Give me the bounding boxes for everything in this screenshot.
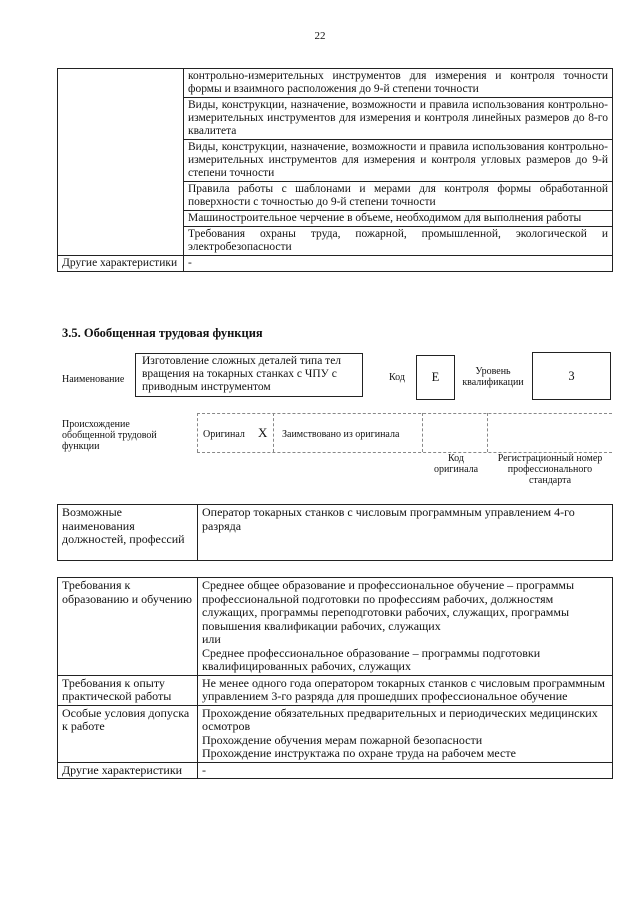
row-label: [58, 182, 184, 211]
row-label: Требования к опыту практической работы: [58, 675, 198, 705]
row-label: Особые условия допуска к работе: [58, 705, 198, 762]
table-row: [58, 69, 613, 98]
table-row: [58, 227, 613, 256]
origin-top-line: [197, 413, 612, 414]
origin-divider: [487, 413, 488, 452]
page-number: 22: [314, 30, 326, 42]
table-row: [58, 505, 613, 561]
row-label: [58, 98, 184, 140]
reg-number-caption: Регистрационный номер профессионального стандарта: [497, 453, 603, 486]
origin-label: Происхождение обобщенной трудовой функции: [62, 419, 157, 452]
requirements-table-continued: [57, 68, 613, 272]
row-value: Виды, конструкции, назначение, возможности и правила использования контрольно-измерительных инструментов для измерения и контроля угловых размеров до 9-й степени точности: [184, 140, 613, 182]
function-name-box: Изготовление сложных деталей типа тел вращения на токарных станках с ЧПУ с приводным инструментом: [135, 353, 363, 397]
table-row: [58, 762, 613, 779]
row-value: -: [184, 256, 613, 272]
original-label: Оригинал: [203, 429, 245, 440]
origin-divider: [422, 413, 423, 452]
row-label: [58, 140, 184, 182]
row-label: Требования к образованию и обучению: [58, 578, 198, 676]
row-value: Требования охраны труда, пожарной, промышленной, экологической и электробезопасности: [184, 227, 613, 256]
requirements-table: [57, 577, 613, 779]
table-row: [58, 705, 613, 762]
row-label: Другие характеристики: [58, 762, 198, 779]
row-label: [58, 227, 184, 256]
level-box: 3: [532, 352, 611, 400]
row-value: Правила работы с шаблонами и мерами для контроля формы обработанной поверхности с точностью до 9-й степени точности: [184, 182, 613, 211]
code-original-caption: Код оригинала: [433, 453, 479, 475]
function-code-box: E: [416, 355, 455, 400]
row-label: Возможные наименования должностей, профессий: [58, 505, 198, 561]
row-value: Прохождение обязательных предварительных и периодических медицинских осмотров Прохождение обучения мерам пожарной безопасности Прохождение инструктажа по охране труда на рабочем месте: [198, 705, 613, 762]
job-titles-table: [57, 504, 613, 561]
row-label: Другие характеристики: [58, 256, 184, 272]
row-value: -: [198, 762, 613, 779]
origin-divider: [197, 413, 198, 452]
table-row: [58, 98, 613, 140]
table-row: [58, 140, 613, 182]
row-value: Не менее одного года оператором токарных станков с числовым программным управлением 3-го разряда для прошедших профессиональное обучение: [198, 675, 613, 705]
level-label: Уровень квалификации: [462, 366, 524, 388]
table-row: [58, 578, 613, 676]
row-value: контрольно-измерительных инструментов для измерения и контроля точности формы и взаимного расположения до 9-й степени точности: [184, 69, 613, 98]
row-label: [58, 211, 184, 227]
row-value: Виды, конструкции, назначение, возможности и правила использования контрольно-измерительных инструментов для измерения и контроля линейных размеров до 8-го квалитета: [184, 98, 613, 140]
row-value: Оператор токарных станков с числовым программным управлением 4-го разряда: [198, 505, 613, 561]
table-row: [58, 256, 613, 272]
table-row: [58, 182, 613, 211]
original-checkmark: X: [258, 425, 268, 440]
name-label: Наименование: [62, 374, 125, 385]
origin-divider: [273, 413, 274, 452]
borrowed-label: Заимствовано из оригинала: [282, 429, 400, 440]
row-value: Машиностроительное черчение в объеме, необходимом для выполнения работы: [184, 211, 613, 227]
section-title: 3.5. Обобщенная трудовая функция: [62, 326, 263, 340]
table-row: [58, 675, 613, 705]
row-value: Среднее общее образование и профессиональное обучение – программы профессиональной подготовки по профессиям рабочих, должностям служащих, программы переподготовки рабочих, служащих, программы повышения квалификации рабочих, служащих или Среднее профессиональное образование – программы подготовки квалифицированных рабочих, служащих: [198, 578, 613, 676]
code-label: Код: [389, 372, 405, 383]
table-row: [58, 211, 613, 227]
row-label: [58, 69, 184, 98]
